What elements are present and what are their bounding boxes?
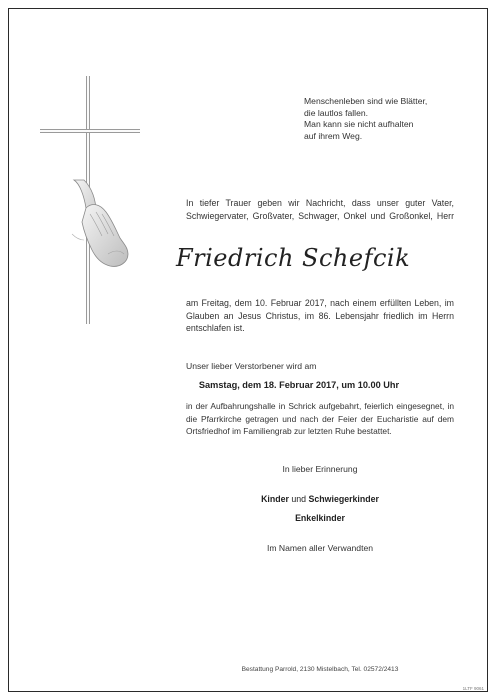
mourners-grandchildren: Enkelkinder (295, 513, 345, 523)
funeral-home-footer: Bestattung Parrold, 2130 Mistelbach, Tel. 02572/2413 (241, 666, 399, 673)
children-label: Kinder (261, 494, 289, 504)
in-memory: In lieber Erinnerung (282, 464, 358, 474)
poem-line: Menschenleben sind wie Blätter, (304, 96, 428, 106)
template-code: 1LTF 9061 (462, 686, 484, 691)
death-notice: am Freitag, dem 10. Februar 2017, nach einem erfüllten Leben, im Glauben an Jesus Christus, im 86. Lebensjahr friedlich im Herrn entschlafen ist. (186, 298, 454, 333)
poem-line: auf ihrem Weg. (304, 130, 363, 141)
announcement: Unser lieber Verstorbener wird am (186, 361, 317, 371)
conjunction: und (291, 494, 307, 504)
in-laws-label: Schwiegerkinder (308, 494, 379, 504)
poem-line: Man kann sie nicht aufhalten (304, 119, 414, 129)
funeral-date: Samstag, dem 18. Februar 2017, um 10.00 Uhr (198, 380, 400, 390)
funeral-details: in der Aufbahrungshalle in Schrick aufgebahrt, feierlich eingesegnet, in die Pfarrkirche getragen und nach der Feier der Eucharistie auf dem Ortsfriedhof im Familiengrab zur letzten Ruhe bestattet. (186, 401, 454, 436)
mourners-relatives: Im Namen aller Verwandten (266, 543, 374, 553)
deceased-name: Friedrich Schefcik (176, 244, 411, 272)
mourners-children (186, 494, 454, 504)
intro-line: Schwiegervater, Großvater, Schwager, Onkel und Großonkel, Herr (186, 210, 454, 221)
intro-text (186, 197, 454, 222)
poem (304, 96, 427, 142)
poem-line: die lautlos fallen. (304, 107, 369, 118)
praying-hands-icon (62, 174, 136, 274)
intro-line: In tiefer Trauer geben wir Nachricht, dass unser guter Vater, (186, 198, 454, 208)
